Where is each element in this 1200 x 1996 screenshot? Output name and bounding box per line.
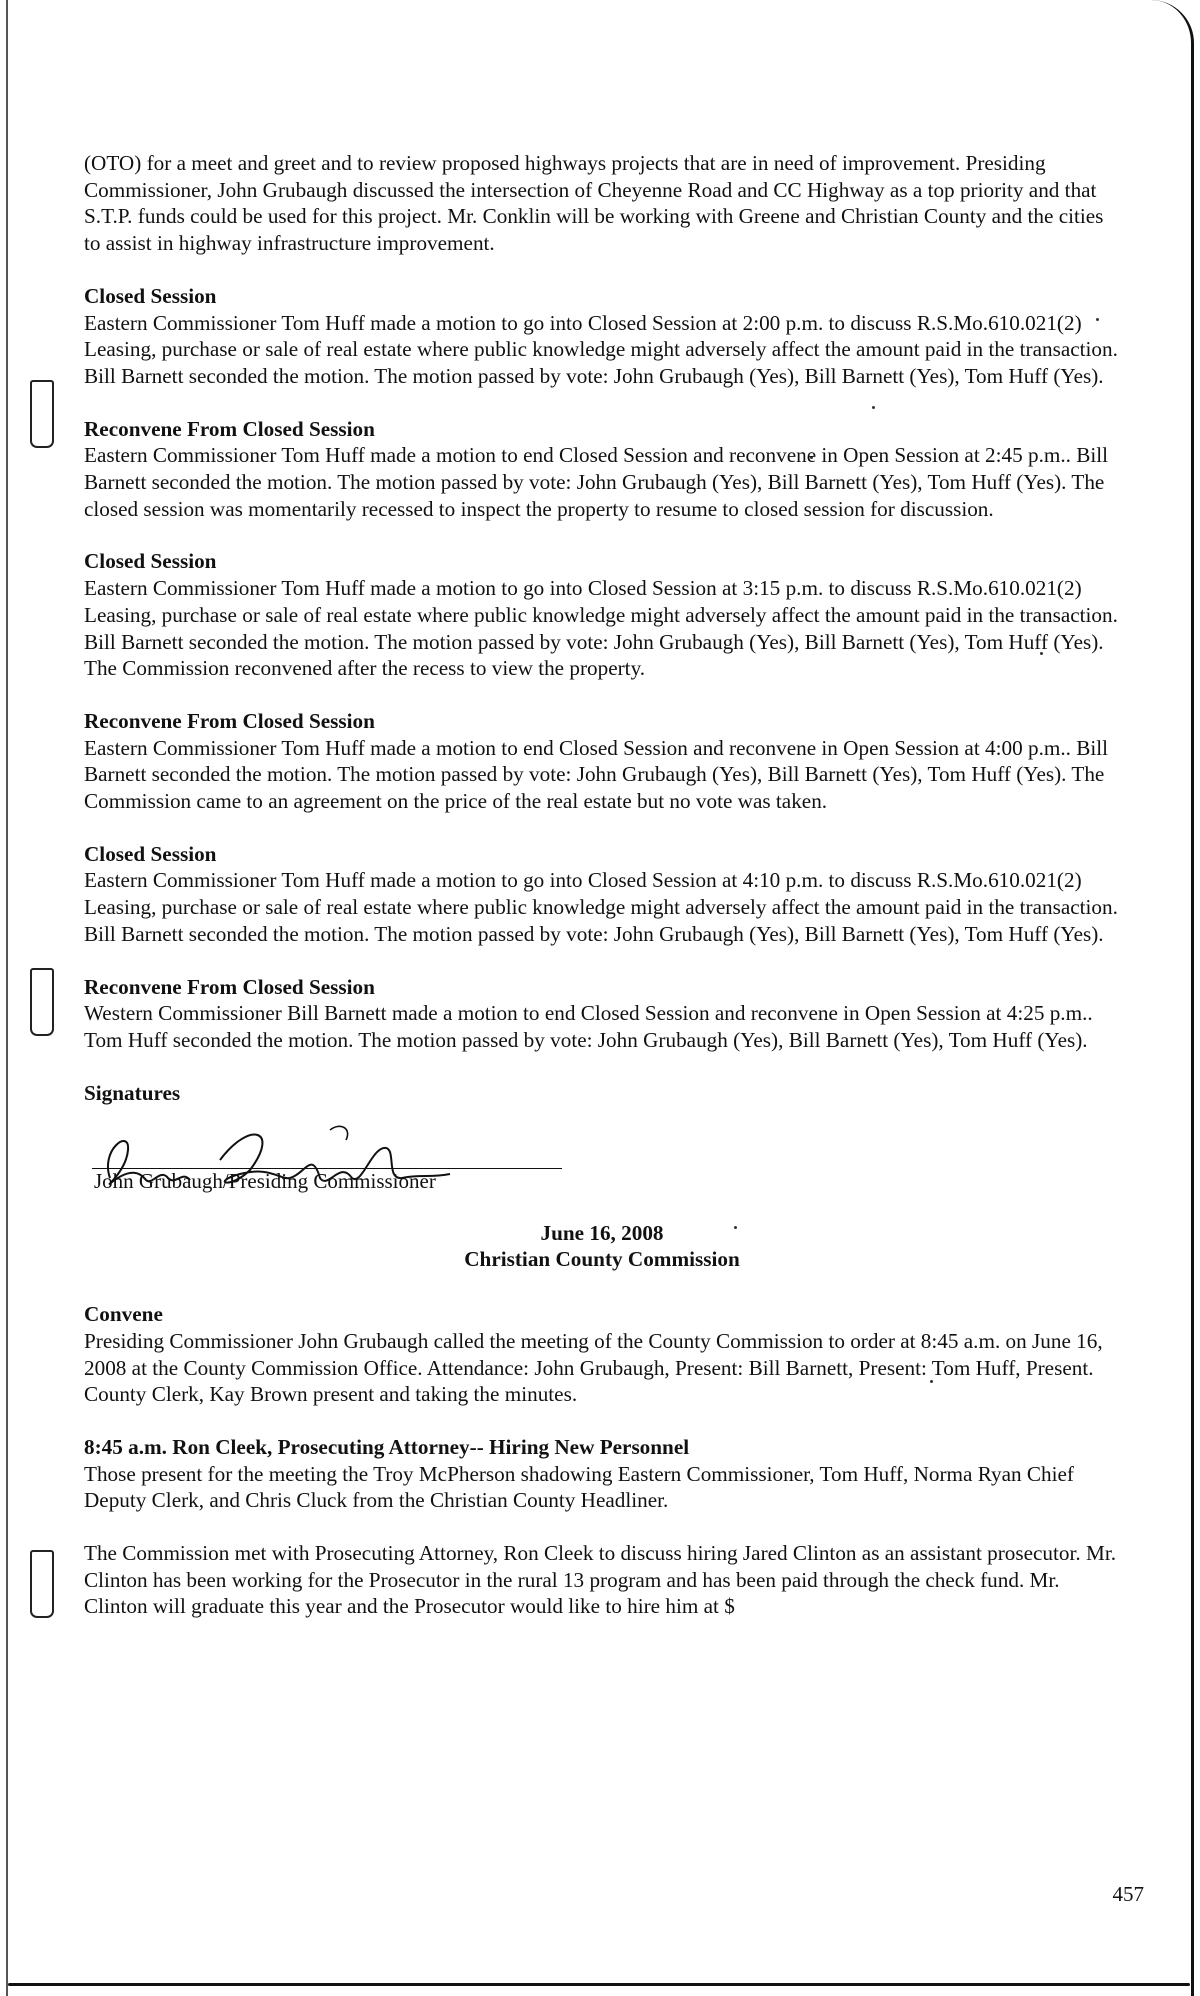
section-text: Eastern Commissioner Tom Huff made a motion to end Closed Session and reconvene in Open Session at 4:00 p.m.. Bill Barnett seconded the motion. The motion passed by vote: John Grubaugh (Yes), Bill Barnett (Yes), Tom Huff (Yes). The Commission came to an agreement on the price of the real estate but no vote was taken. (84, 735, 1109, 814)
section-text: Those present for the meeting the Troy McPherson shadowing Eastern Commissioner, Tom Huff, Norma Ryan Chief Deputy Clerk, and Chris Cluck from the Christian County Headliner. (84, 1461, 1074, 1513)
section-heading: Reconvene From Closed Session (84, 974, 375, 999)
reconvene-section (84, 708, 1120, 815)
minutes-section (84, 150, 1120, 257)
section-heading: Reconvene From Closed Session (84, 708, 375, 733)
page-edge-right (1151, 0, 1194, 1996)
section-text: The Commission met with Prosecuting Attorney, Ron Cleek to discuss hiring Jared Clinton as an assistant prosecutor. Mr. Clinton has been working for the Prosecutor in the rural 13 program and has been paid through the check fund. Mr. Clinton will graduate this year and the Prosecutor would like to hire him at $ (84, 1541, 1117, 1619)
page-edge-bottom (8, 1983, 1190, 1986)
section-text: Eastern Commissioner Tom Huff made a motion to go into Closed Session at 3:15 p.m. to discuss R.S.Mo.610.021(2) Leasing, purchase or sale of real estate where public knowledge might adversely affect the amount paid in the transaction. Bill Barnett seconded the motion. The motion passed by vote: John Grubaugh (Yes), Bill Barnett (Yes), Tom Huff (Yes). The Commission reconvened after the recess to view the property. (84, 576, 1118, 681)
agenda-item-section (84, 1434, 1120, 1514)
section-text: Presiding Commissioner John Grubaugh called the meeting of the County Commission to order at 8:45 a.m. on June 16, 2008 at the County Commission Office. Attendance: John Grubaugh, Present: Bill Barnett, Present: Tom Huff, Present. County Clerk, Kay Brown present and taking the minutes. (84, 1328, 1103, 1407)
minutes-section (84, 1540, 1120, 1620)
meeting-body: Christian County Commission (464, 1247, 740, 1272)
page-edge-left (6, 0, 8, 1996)
section-text: Eastern Commissioner Tom Huff made a motion to go into Closed Session at 2:00 p.m. to discuss R.S.Mo.610.021(2) Leasing, purchase or sale of real estate where public knowledge might adversely affect the amount paid in the transaction. Bill Barnett seconded the motion. The motion passed by vote: John Grubaugh (Yes), Bill Barnett (Yes), Tom Huff (Yes). (84, 310, 1118, 388)
page-number: 457 (1112, 1882, 1144, 1906)
signatures-heading: Signatures (84, 1080, 181, 1105)
reconvene-section (84, 416, 1120, 523)
section-heading: Reconvene From Closed Session (84, 416, 375, 441)
section-text: Eastern Commissioner Tom Huff made a motion to go into Closed Session at 4:10 p.m. to discuss R.S.Mo.610.021(2) Leasing, purchase or sale of real estate where public knowledge might adversely affect the amount paid in the transaction. Bill Barnett seconded the motion. The motion passed by vote: John Grubaugh (Yes), Bill Barnett (Yes), Tom Huff (Yes). (84, 868, 1118, 946)
punch-hole-mark (30, 380, 54, 448)
section-text: Western Commissioner Bill Barnett made a motion to end Closed Session and reconvene in Open Session at 4:25 p.m.. Tom Huff seconded the motion. The motion passed by vote: John Grubaugh (Yes), Bill Barnett (Yes), Tom Huff (Yes). (84, 1001, 1093, 1052)
document-body (84, 150, 1120, 1646)
meeting-header (84, 1220, 1120, 1273)
reconvene-section (84, 974, 1120, 1054)
punch-hole-mark (30, 968, 54, 1036)
section-heading: Convene (84, 1302, 163, 1327)
closed-session-section (84, 841, 1120, 948)
section-heading: Closed Session (84, 283, 217, 308)
closed-session-section (84, 283, 1120, 390)
section-heading: Closed Session (84, 841, 217, 866)
closed-session-section (84, 548, 1120, 682)
section-heading: Closed Session (84, 549, 217, 574)
signature-block (84, 1080, 1120, 1193)
section-text: Eastern Commissioner Tom Huff made a motion to end Closed Session and reconvene in Open Session at 2:45 p.m.. Bill Barnett seconded the motion. The motion passed by vote: John Grubaugh (Yes), Bill Barnett (Yes), Tom Huff (Yes). The closed session was momentarily recessed to inspect the property to resume to closed session for discussion. (84, 443, 1109, 521)
convene-section (84, 1301, 1120, 1408)
meeting-date: June 16, 2008 (540, 1220, 664, 1245)
section-text: (OTO) for a meet and greet and to review proposed highways projects that are in need of improvement. Presiding Commissioner, John Grubaugh discussed the intersection of Cheyenne Road and CC Highway as a top priority and that S.T.P. funds could be used for this project. Mr. Conklin will be working with Greene and Christian County and the cities to assist in highway infrastructure improvement. (84, 151, 1104, 256)
section-heading: 8:45 a.m. Ron Cleek, Prosecuting Attorney-- Hiring New Personnel (84, 1434, 690, 1459)
signer-name: John Grubaugh/Presiding Commissioner (94, 1168, 436, 1193)
punch-hole-mark (30, 1550, 54, 1618)
